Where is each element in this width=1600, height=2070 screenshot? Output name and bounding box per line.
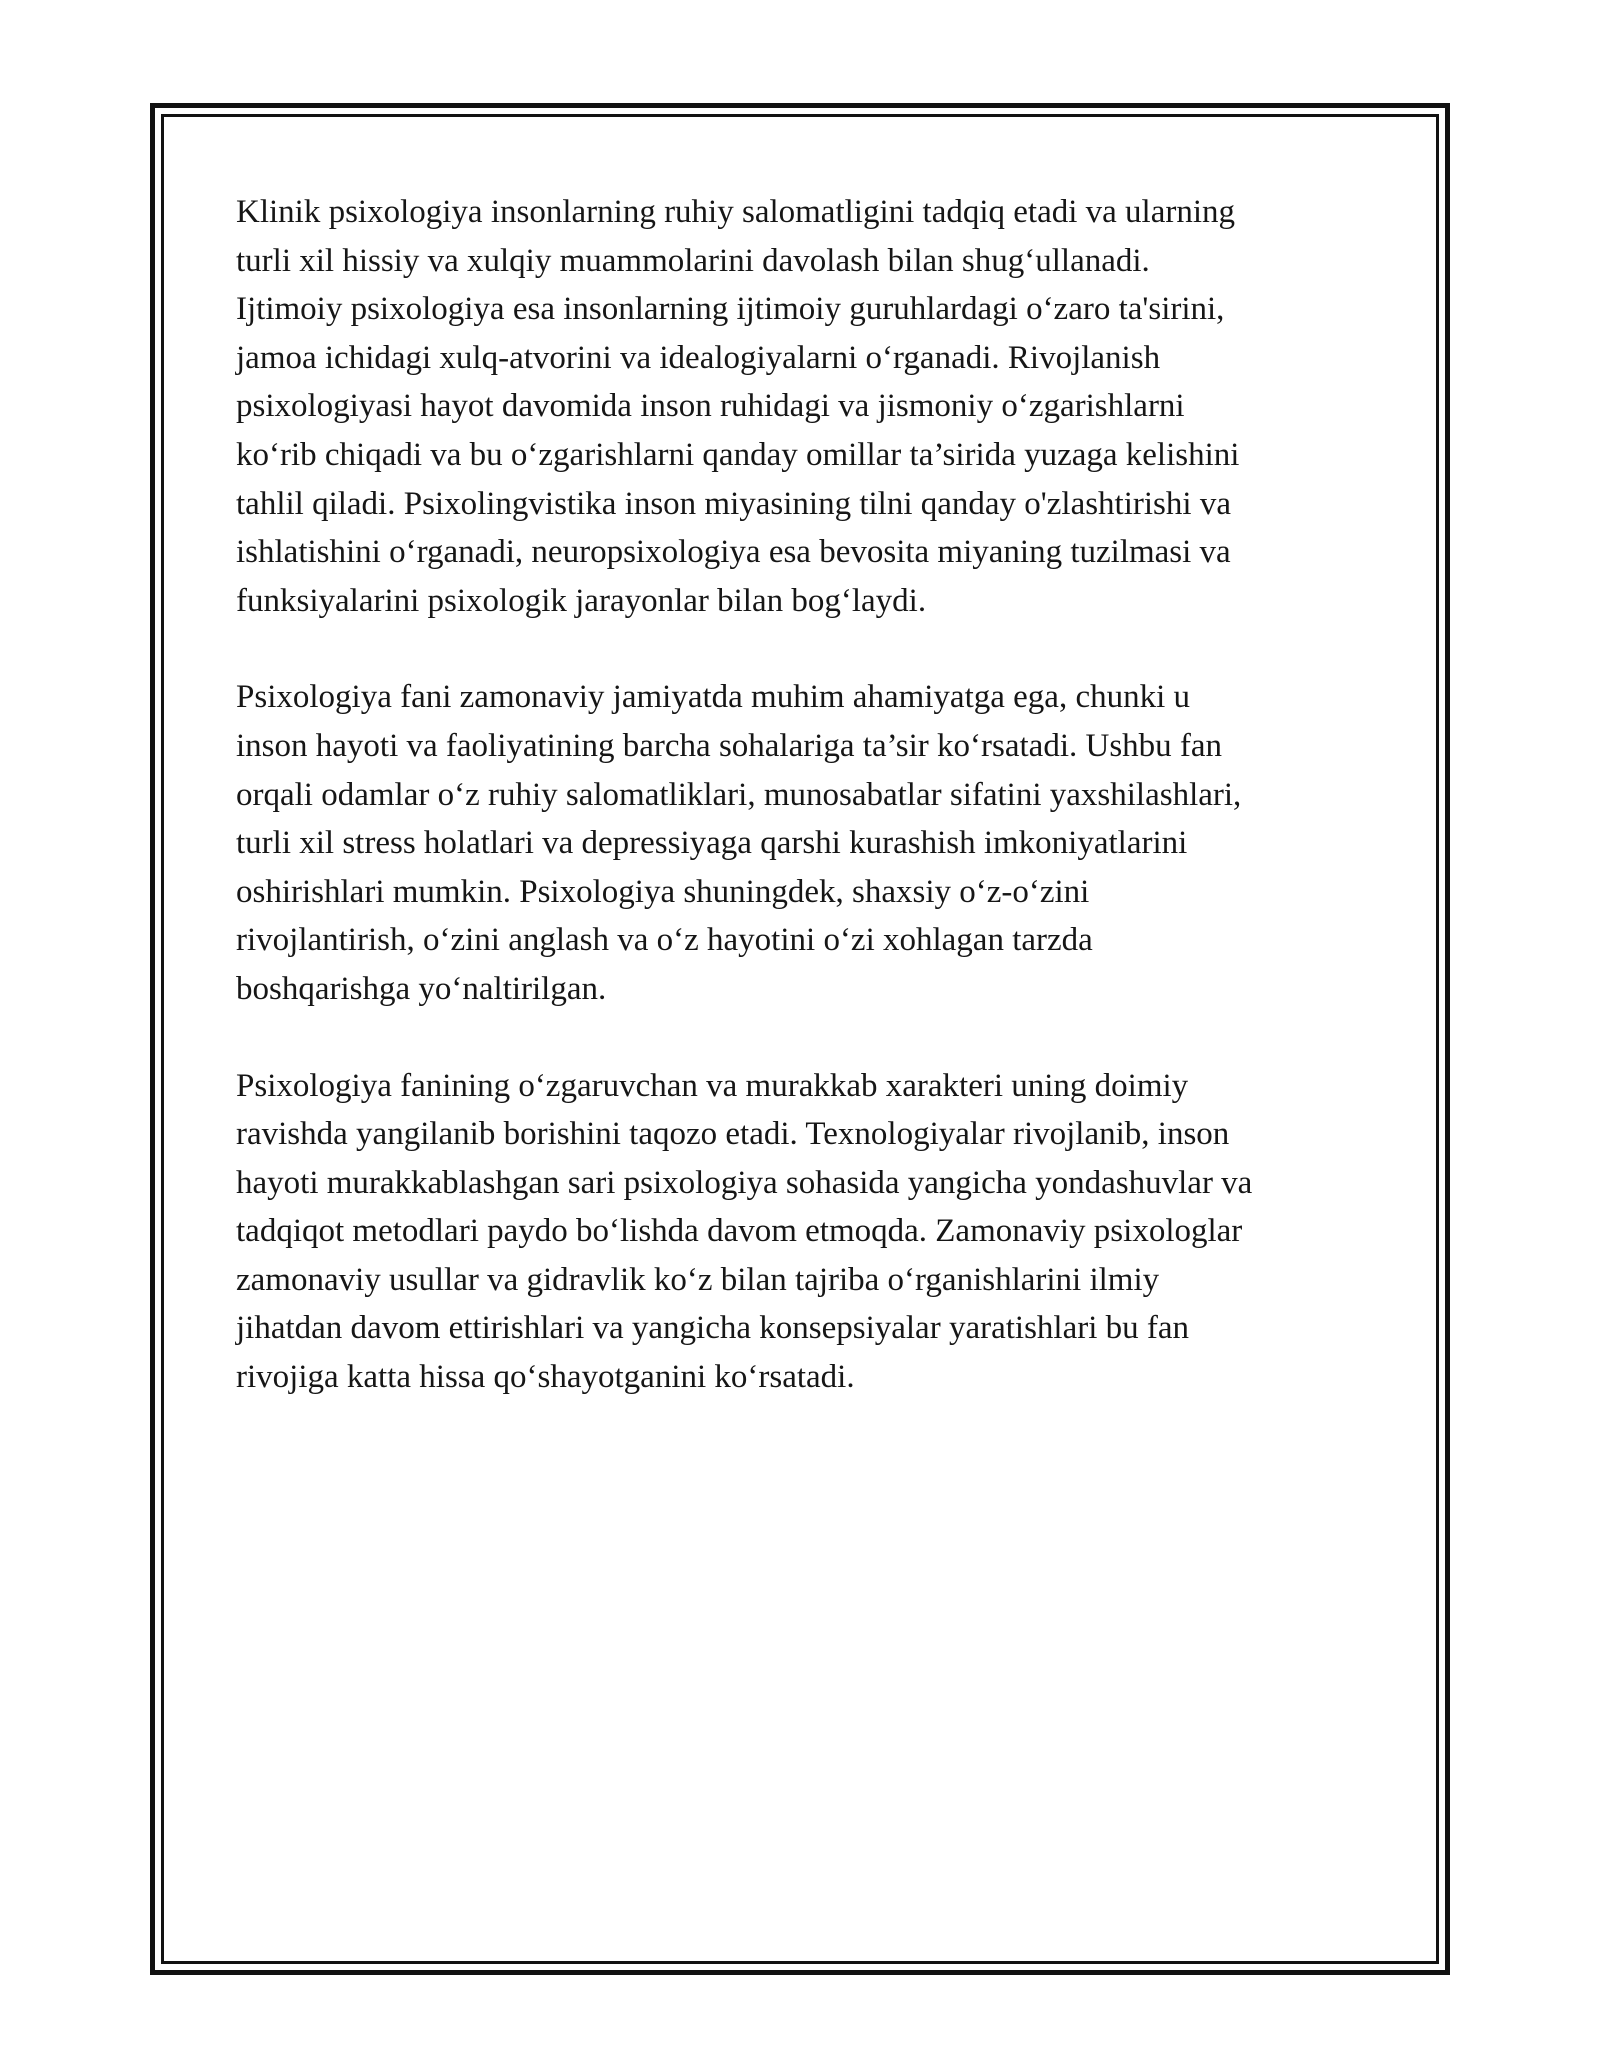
text-line: rivojiga katta hissa qo‘shayotganini ko‘rsatadi. bbox=[236, 1359, 855, 1396]
text-line: funksiyalarini psixologik jarayonlar bilan bog‘laydi. bbox=[236, 582, 927, 619]
text-line: boshqarishga yo‘naltirilgan. bbox=[236, 970, 607, 1007]
text-line: ravishda yangilanib borishini taqozo etadi. Texnologiyalar rivojlanib, inson bbox=[236, 1116, 1230, 1153]
text-line: jihatdan davom ettirishlari va yangicha konsepsiyalar yaratishlari bu fan bbox=[236, 1310, 1190, 1347]
text-line: hayoti murakkablashgan sari psixologiya sohasida yangicha yondashuvlar va bbox=[236, 1164, 1253, 1201]
text-line: ko‘rib chiqadi va bu o‘zgarishlarni qanday omillar ta’sirida yuzaga kelishini bbox=[236, 436, 1240, 473]
text-line: rivojlantirish, o‘zini anglash va o‘z hayotini o‘zi xohlagan tarzda bbox=[236, 922, 1093, 959]
paragraph-modern-psychology bbox=[236, 1062, 1376, 1402]
text-line: Klinik psixologiya insonlarning ruhiy salomatligini tadqiq etadi va ularning bbox=[236, 194, 1236, 230]
text-line: tahlil qiladi. Psixolingvistika inson miyasining tilni qanday o'zlashtirishi va bbox=[236, 485, 1231, 522]
text-line: zamonaviy usullar va gidravlik ko‘z bilan tajriba o‘rganishlarini ilmiy bbox=[236, 1261, 1160, 1298]
text-line: turli xil hissiy va xulqiy muammolarini davolash bilan shug‘ullanadi. bbox=[236, 242, 1150, 279]
text-line: ishlatishini o‘rganadi, neuropsixologiya esa bevosita miyaning tuzilmasi va bbox=[236, 534, 1231, 571]
paragraph-psychology-importance bbox=[236, 673, 1376, 1013]
text-line: orqali odamlar o‘z ruhiy salomatliklari, munosabatlar sifatini yaxshilashlari, bbox=[236, 776, 1242, 813]
text-line: tadqiqot metodlari paydo bo‘lishda davom etmoqda. Zamonaviy psixologlar bbox=[236, 1213, 1243, 1250]
text-line: jamoa ichidagi xulq-atvorini va idealogiyalarni o‘rganadi. Rivojlanish bbox=[236, 339, 1161, 376]
paragraph-clinical-psychology bbox=[236, 188, 1376, 625]
text-line: Ijtimoiy psixologiya esa insonlarning ijtimoiy guruhlardagi o‘zaro ta'sirini, bbox=[236, 291, 1225, 328]
text-line: psixologiyasi hayot davomida inson ruhidagi va jismoniy o‘zgarishlarni bbox=[236, 388, 1185, 425]
text-line: Psixologiya fanining o‘zgaruvchan va murakkab xarakteri uning doimiy bbox=[236, 1067, 1189, 1104]
text-line: inson hayoti va faoliyatining barcha sohalariga ta’sir ko‘rsatadi. Ushbu fan bbox=[236, 727, 1223, 764]
document-body bbox=[236, 188, 1376, 1450]
text-line: Psixologiya fani zamonaviy jamiyatda muhim ahamiyatga ega, chunki u bbox=[236, 679, 1191, 716]
text-line: oshirishlari mumkin. Psixologiya shuningdek, shaxsiy o‘z-o‘zini bbox=[236, 873, 1090, 910]
text-line: turli xil stress holatlari va depressiyaga qarshi kurashish imkoniyatlarini bbox=[236, 825, 1188, 862]
